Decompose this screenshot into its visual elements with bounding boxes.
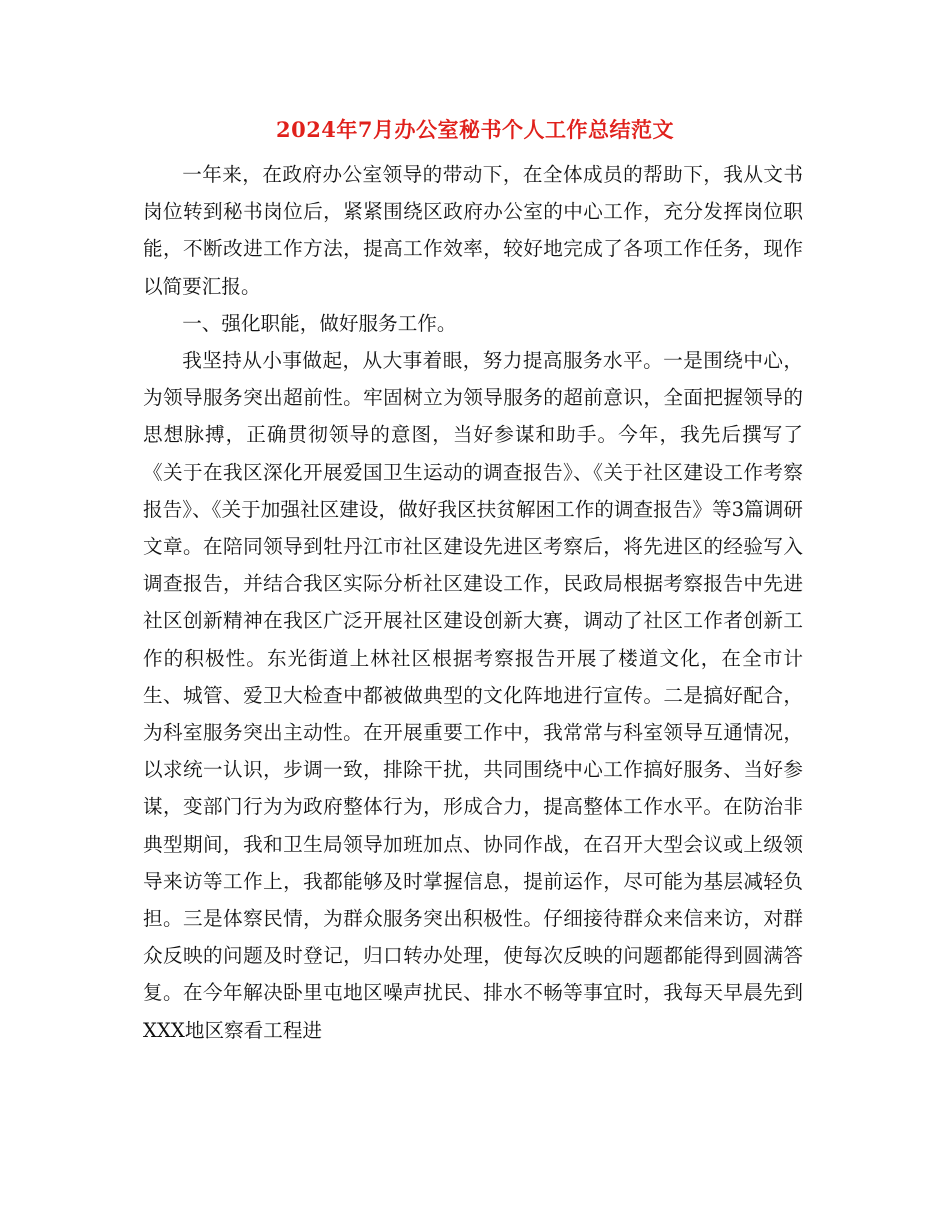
section-heading-1: 一、强化职能，做好服务工作。 — [182, 311, 457, 335]
paragraph-section-1: 我坚持从小事做起，从大事着眼，努力提高服务水平。一是围绕中心，为领导服务突出超前性。牢固树立为领导服务的超前意识，全面把握领导的思想脉搏，正确贯彻领导的意图，当好参谋和助手。今年，我先后撰写了《关于在我区深化开展爱国卫生运动的调查报告》、《关于社区建设工作考察报告》、《关于加强社区建设，做好我区扶贫解困工作的调查报告》等3篇调研文章。在陪同领导到牡丹江市社区建设先进区考察后，将先进区的经验写入调查报告，并结合我区实际分析社区建设工作，民政局根据考察报告中先进社区创新精神在我区广泛开展社区建设创新大赛，调动了社区工作者创新工作的积极性。东光街道上林社区根据考察报告开展了楼道文化，在全市计生、城管、爱卫大检查中都被做典型的文化阵地进行宣传。二是搞好配合，为科室服务突出主动性。在开展重要工作中，我常常与科室领导互通情况，以求统一认识，步调一致，排除干扰，共同围绕中心工作搞好服务、当好参谋，变部门行为为政府整体行为，形成合力，提高整体工作水平。在防治非典型期间，我和卫生局领导加班加点、协同作战，在召开大型会议或上级领导来访等工作上，我都能够及时掌握信息，提前运作，尽可能为基层减轻负担。三是体察民情，为群众服务突出积极性。仔细接待群众来信来访，对群众反映的问题及时登记，归口转办处理，使每次反映的问题都能得到圆满答复。在今年解决卧里屯地区噪声扰民、排水不畅等事宜时，我每天早晨先到XXX地区察看工程进 — [143, 349, 803, 1042]
paragraph-intro: 一年来，在政府办公室领导的带动下，在全体成员的帮助下，我从文书岗位转到秘书岗位后，紧紧围绕区政府办公室的中心工作，充分发挥岗位职能，不断改进工作方法，提高工作效率，较好地完成了各项工作任务，现作以简要汇报。 — [143, 163, 803, 298]
document-title: 2024年7月办公室秘书个人工作总结范文 — [275, 117, 675, 142]
document-body — [143, 156, 803, 1049]
